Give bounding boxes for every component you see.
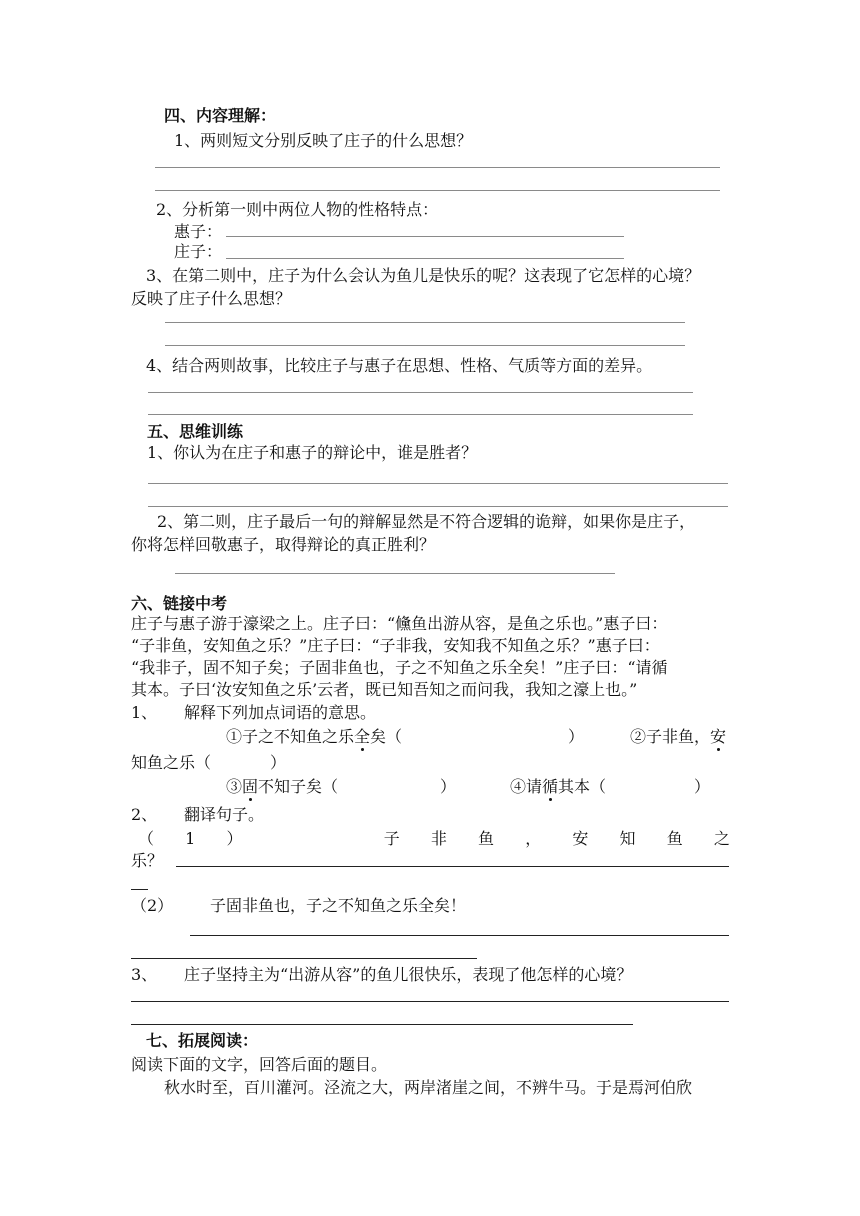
answer-line[interactable] [155, 190, 720, 191]
t1-char: 安 [572, 829, 589, 848]
passage-line-3: “我非子，固不知子矣；子固非鱼也，子之不知鱼之乐全矣！”庄子曰：“请循 [131, 658, 668, 677]
question-4-3-line2: 反映了庄子什么思想？ [131, 289, 292, 308]
question-5-2-line2: 你将怎样回敬惠子，取得辩论的真正胜利？ [131, 535, 436, 554]
label-zhuangzi: 庄子： [174, 242, 223, 261]
answer-line[interactable] [190, 935, 729, 936]
passage-line-2: “子非鱼，安知鱼之乐？”庄子曰：“子非我，安知我不知鱼之乐？”惠子曰： [131, 636, 660, 655]
t1-char: 非 [430, 829, 447, 848]
answer-line[interactable] [226, 258, 624, 259]
question-4-4: 4、结合两则故事，比较庄子与惠子在思想、性格、气质等方面的差异。 [146, 356, 653, 375]
word-1-prefix: ①子之不知鱼之乐 [226, 727, 355, 746]
answer-line[interactable] [176, 866, 729, 867]
answer-line[interactable] [131, 889, 148, 890]
question-6-3-text: 庄子坚持主为“出游从容”的鱼儿很快乐，表现了他怎样的心境？ [184, 965, 633, 984]
section-5-title: 五、思维训练 [147, 422, 244, 441]
word-4-prefix: ④请 [510, 777, 543, 796]
word-1-suffix: 矣（ [370, 727, 403, 746]
t1-char: 鱼 [478, 829, 495, 848]
question-4-1: 1、两则短文分别反映了庄子的什么思想？ [174, 131, 473, 150]
t1-char: 1 [185, 829, 196, 848]
question-6-1-number: 1、 [131, 703, 158, 722]
answer-line[interactable] [155, 167, 720, 168]
reading-intro: 阅读下面的文字，回答后面的题目。 [131, 1055, 388, 1074]
t1-char: ， [525, 829, 542, 848]
answer-line[interactable] [165, 345, 685, 346]
section-6-title: 六、链接中考 [131, 594, 228, 613]
answer-line[interactable] [165, 322, 685, 323]
translation-2-text: 子固非鱼也，子之不知鱼之乐全矣！ [210, 896, 467, 915]
question-4-3-line1: 3、在第二则中，庄子为什么会认为鱼儿是快乐的呢？这表现了它怎样的心境？ [146, 266, 701, 285]
word-4-close-paren: ） [694, 777, 711, 796]
question-6-3-number: 3、 [131, 965, 158, 984]
word-item-3 [226, 777, 338, 797]
word-4-suffix: 其本（ [558, 777, 607, 796]
question-6-1-text: 解释下列加点词语的意思。 [184, 703, 377, 722]
passage-line-4: 其本。子曰‘汝安知鱼之乐’云者，既已知吾知之而问我，我知之濠上也。” [131, 680, 638, 699]
answer-line[interactable] [175, 573, 615, 574]
word-item-1 [226, 727, 402, 747]
word-2-close-paren: ） [270, 753, 287, 772]
word-2-prefix: ②子非鱼， [630, 727, 711, 746]
answer-line[interactable] [148, 483, 728, 484]
translation-1-line [138, 829, 730, 849]
t1-char: 鱼 [666, 829, 683, 848]
word-1-close-paren: ） [568, 727, 585, 746]
answer-line[interactable] [131, 958, 477, 959]
word-item-2 [630, 727, 726, 747]
answer-line[interactable] [148, 392, 693, 393]
t1-char: 知 [619, 829, 636, 848]
question-4-2: 2、分析第一则中两位人物的性格特点： [156, 200, 439, 219]
question-5-1: 1、你认为在庄子和惠子的辩论中，谁是胜者？ [147, 443, 478, 462]
question-6-2-number: 2、 [131, 805, 158, 824]
passage-line-1: 庄子与惠子游于濠梁之上。庄子曰：“儵鱼出游从容，是鱼之乐也。”惠子曰： [131, 614, 668, 633]
t1-char: （ [138, 829, 155, 848]
dotted-word-xun: 循 [542, 777, 559, 796]
word-item-4 [510, 777, 606, 797]
answer-line[interactable] [131, 1024, 633, 1025]
question-5-2-line1: 2、第二则，庄子最后一句的辩解显然是不符合逻辑的诡辩，如果你是庄子， [157, 512, 696, 531]
label-huizi: 惠子： [174, 222, 223, 241]
word-2-continuation: 知鱼之乐（ [131, 753, 212, 772]
translation-2-number: （2） [131, 896, 174, 915]
reading-passage-line-1: 秋水时至，百川灌河。泾流之大，两岸渚崖之间，不辨牛马。于是焉河伯欣 [164, 1078, 693, 1097]
word-3-suffix: 不知子矣（ [258, 777, 339, 796]
t1-char: 之 [713, 829, 730, 848]
section-4-title: 四、内容理解： [164, 106, 277, 125]
answer-line[interactable] [148, 414, 693, 415]
question-6-2-text: 翻译句子。 [184, 805, 265, 824]
section-7-title: 七、拓展阅读： [146, 1031, 259, 1050]
answer-line[interactable] [148, 506, 728, 507]
word-3-close-paren: ） [440, 777, 457, 796]
dotted-word-gu: 固 [242, 777, 259, 796]
translation-1-end: 乐？ [131, 851, 164, 870]
t1-char: ） [226, 829, 243, 848]
answer-line[interactable] [226, 236, 624, 237]
dotted-word-quan: 全 [354, 727, 371, 746]
answer-line[interactable] [131, 1001, 729, 1002]
t1-char: 子 [383, 829, 400, 848]
word-3-prefix: ③ [226, 777, 243, 796]
dotted-word-an: 安 [710, 727, 727, 746]
